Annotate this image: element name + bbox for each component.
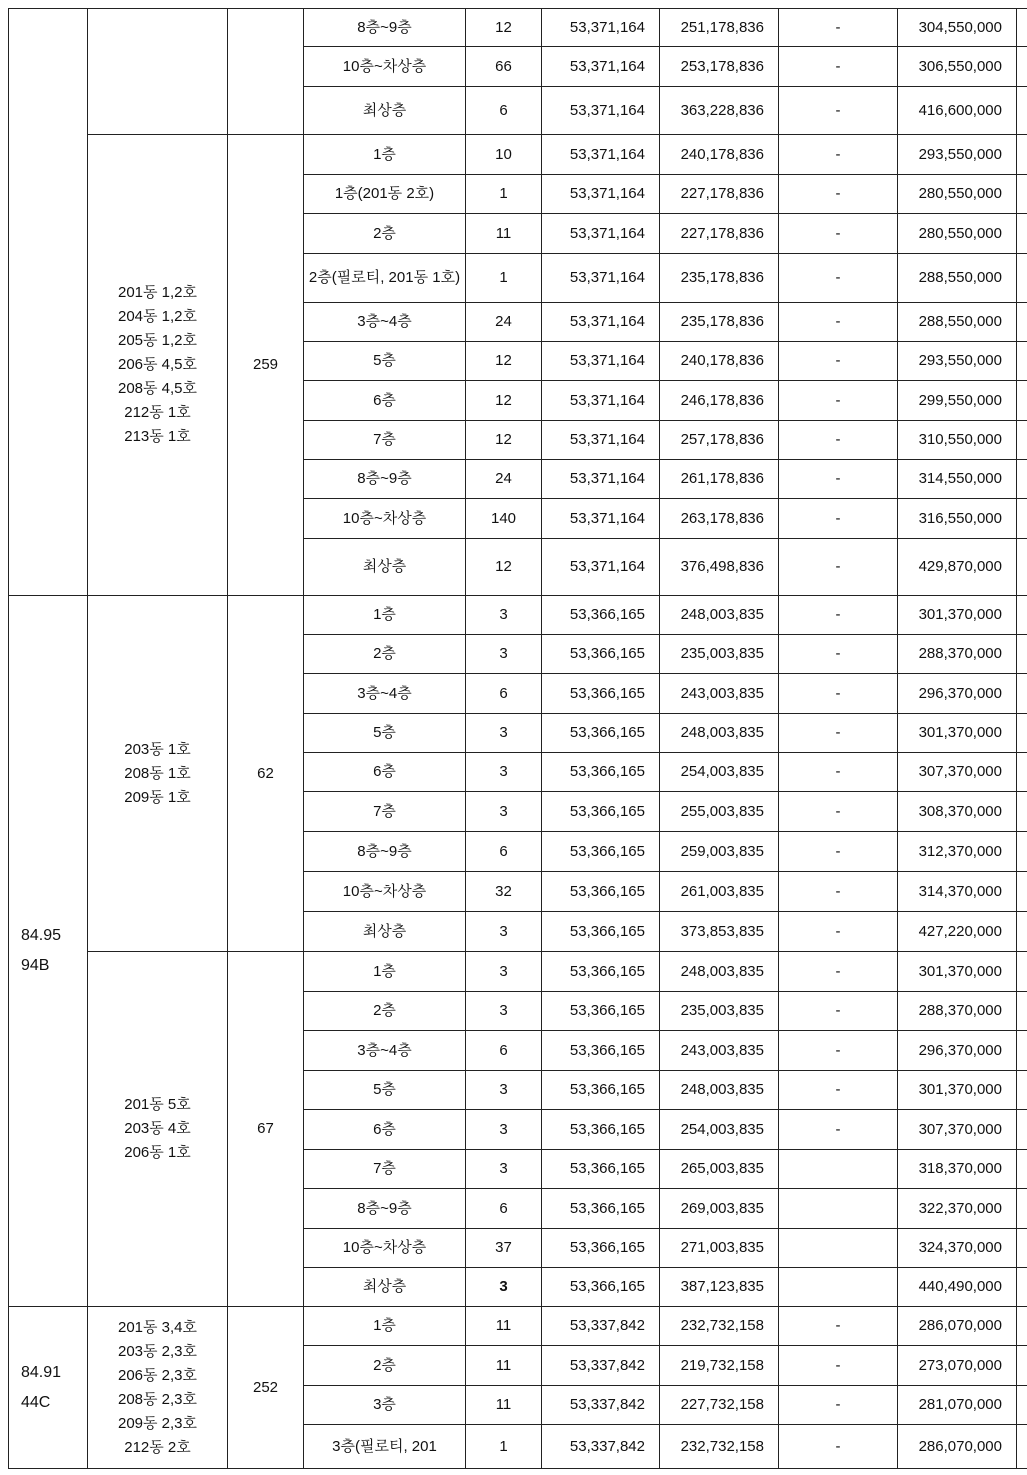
table-row: [9, 9, 1027, 47]
dong-cell-line: 208동 1호: [124, 764, 191, 782]
vat-cell: -: [779, 596, 898, 635]
total-price-cell: 429,870,000: [898, 539, 1017, 596]
vat-cell: -: [779, 87, 898, 135]
building-price-cell: 243,003,835: [660, 1031, 779, 1071]
units-cell: 3: [466, 1110, 542, 1150]
building-price-cell: 253,178,836: [660, 47, 779, 87]
dong-cell-line: 209동 2,3호: [117, 1414, 198, 1432]
vat-cell: -: [779, 1425, 898, 1469]
dong-cell-line: 203동 2,3호: [117, 1342, 198, 1360]
edge-cell: [1017, 992, 1027, 1031]
dong-cell-line: 206동 4,5호: [117, 356, 198, 373]
dong-cell-line: 212동 2호: [124, 1438, 191, 1456]
dong-cell-line: 201동 3,4호: [117, 1318, 198, 1336]
dong-cell-line: 212동 1호: [124, 404, 191, 421]
land-price-cell: 53,371,164: [542, 539, 660, 596]
vat-cell: -: [779, 9, 898, 47]
floor-cell: 3층(필로티, 201: [304, 1425, 466, 1469]
units-cell: 12: [466, 381, 542, 421]
land-price-cell: 53,371,164: [542, 175, 660, 214]
edge-cell: [1017, 596, 1027, 635]
building-price-cell: 240,178,836: [660, 135, 779, 175]
units-cell: 11: [466, 1346, 542, 1386]
edge-cell: [1017, 1386, 1027, 1425]
land-price-cell: 53,366,165: [542, 792, 660, 832]
units-cell: 140: [466, 499, 542, 539]
land-price-cell: 53,337,842: [542, 1386, 660, 1425]
floor-cell: 10층~차상층: [304, 47, 466, 87]
land-price-cell: 53,366,165: [542, 635, 660, 674]
building-price-cell: 232,732,158: [660, 1307, 779, 1346]
building-price-cell: 261,003,835: [660, 872, 779, 912]
floor-cell: 5층: [304, 342, 466, 381]
floor-cell: 3층: [304, 1386, 466, 1425]
vat-cell: -: [779, 303, 898, 342]
dong-cell-line: 208동 2,3호: [117, 1390, 198, 1408]
floor-cell: 8층~9층: [304, 1189, 466, 1229]
building-price-cell: 373,853,835: [660, 912, 779, 952]
units-cell: 12: [466, 539, 542, 596]
land-price-cell: 53,371,164: [542, 214, 660, 254]
total-price-cell: 301,370,000: [898, 714, 1017, 753]
building-price-cell: 227,178,836: [660, 214, 779, 254]
vat-cell: -: [779, 792, 898, 832]
floor-cell: 1층: [304, 596, 466, 635]
building-price-cell: 269,003,835: [660, 1189, 779, 1229]
edge-cell: [1017, 460, 1027, 499]
edge-cell: [1017, 832, 1027, 872]
edge-cell: [1017, 792, 1027, 832]
total-price-cell: 304,550,000: [898, 9, 1017, 47]
edge-cell: [1017, 135, 1027, 175]
land-price-cell: 53,366,165: [542, 952, 660, 992]
building-price-cell: 257,178,836: [660, 421, 779, 460]
total-price-cell: 308,370,000: [898, 792, 1017, 832]
units-cell: 3: [466, 596, 542, 635]
units-cell: 24: [466, 460, 542, 499]
edge-cell: [1017, 254, 1027, 303]
total-price-cell: 310,550,000: [898, 421, 1017, 460]
land-price-cell: 53,371,164: [542, 342, 660, 381]
vat-cell: -: [779, 992, 898, 1031]
total-price-cell: 286,070,000: [898, 1307, 1017, 1346]
units-cell: 3: [466, 792, 542, 832]
dong-cell: [88, 596, 228, 952]
vat-cell: -: [779, 1307, 898, 1346]
land-price-cell: 53,371,164: [542, 499, 660, 539]
vat-cell: -: [779, 342, 898, 381]
units-cell: 11: [466, 1307, 542, 1346]
floor-cell: 1층: [304, 952, 466, 992]
vat-cell: [779, 1229, 898, 1268]
total-price-cell: 427,220,000: [898, 912, 1017, 952]
total-price-cell: 280,550,000: [898, 214, 1017, 254]
floor-cell: 6층: [304, 1110, 466, 1150]
total-price-cell: 301,370,000: [898, 596, 1017, 635]
vat-cell: -: [779, 47, 898, 87]
count-cell: 67: [228, 952, 304, 1307]
dong-cell-line: 206동 2,3호: [117, 1366, 198, 1384]
edge-cell: [1017, 1268, 1027, 1307]
building-price-cell: 232,732,158: [660, 1425, 779, 1469]
floor-cell: 10층~차상층: [304, 499, 466, 539]
land-price-cell: 53,366,165: [542, 1268, 660, 1307]
floor-cell: 3층~4층: [304, 674, 466, 714]
floor-cell: 7층: [304, 421, 466, 460]
dong-cell-line: 203동 4호: [124, 1120, 191, 1137]
units-cell: 3: [466, 952, 542, 992]
edge-cell: [1017, 674, 1027, 714]
edge-cell: [1017, 635, 1027, 674]
table-row: [9, 135, 1027, 175]
dong-cell-line: 201동 5호: [124, 1096, 191, 1113]
total-price-cell: 318,370,000: [898, 1150, 1017, 1189]
total-price-cell: 293,550,000: [898, 342, 1017, 381]
land-price-cell: 53,366,165: [542, 1110, 660, 1150]
price-table: [8, 8, 1027, 1469]
units-cell: 11: [466, 214, 542, 254]
building-price-cell: 248,003,835: [660, 952, 779, 992]
vat-cell: -: [779, 539, 898, 596]
units-cell: 12: [466, 9, 542, 47]
building-price-cell: 271,003,835: [660, 1229, 779, 1268]
units-cell: 66: [466, 47, 542, 87]
land-price-cell: 53,337,842: [542, 1307, 660, 1346]
edge-cell: [1017, 1346, 1027, 1386]
units-cell: 3: [466, 1268, 542, 1307]
land-price-cell: 53,366,165: [542, 872, 660, 912]
units-cell: 12: [466, 342, 542, 381]
floor-cell: 3층~4층: [304, 1031, 466, 1071]
building-price-cell: 254,003,835: [660, 1110, 779, 1150]
land-price-cell: 53,366,165: [542, 714, 660, 753]
area-type-line: 94B: [21, 957, 50, 974]
dong-cell: [88, 1307, 228, 1469]
building-price-cell: 255,003,835: [660, 792, 779, 832]
floor-cell: 8층~9층: [304, 460, 466, 499]
units-cell: 32: [466, 872, 542, 912]
building-price-cell: 363,228,836: [660, 87, 779, 135]
floor-cell: 최상층: [304, 912, 466, 952]
floor-cell: 최상층: [304, 539, 466, 596]
floor-cell: 8층~9층: [304, 832, 466, 872]
land-price-cell: 53,371,164: [542, 254, 660, 303]
total-price-cell: 307,370,000: [898, 1110, 1017, 1150]
vat-cell: -: [779, 1386, 898, 1425]
building-price-cell: 261,178,836: [660, 460, 779, 499]
total-price-cell: 286,070,000: [898, 1425, 1017, 1469]
floor-cell: 6층: [304, 381, 466, 421]
edge-cell: [1017, 1307, 1027, 1346]
count-cell: [228, 9, 304, 135]
building-price-cell: 219,732,158: [660, 1346, 779, 1386]
dong-cell: [88, 9, 228, 135]
land-price-cell: 53,371,164: [542, 303, 660, 342]
building-price-cell: 248,003,835: [660, 714, 779, 753]
building-price-cell: 227,178,836: [660, 175, 779, 214]
total-price-cell: 316,550,000: [898, 499, 1017, 539]
vat-cell: -: [779, 872, 898, 912]
edge-cell: [1017, 342, 1027, 381]
vat-cell: -: [779, 1346, 898, 1386]
building-price-cell: 265,003,835: [660, 1150, 779, 1189]
edge-cell: [1017, 47, 1027, 87]
vat-cell: -: [779, 674, 898, 714]
floor-cell: 최상층: [304, 87, 466, 135]
area-type-line: 84.95: [21, 927, 62, 944]
units-cell: 37: [466, 1229, 542, 1268]
vat-cell: -: [779, 753, 898, 792]
vat-cell: [779, 1150, 898, 1189]
vat-cell: -: [779, 460, 898, 499]
land-price-cell: 53,371,164: [542, 87, 660, 135]
vat-cell: -: [779, 254, 898, 303]
units-cell: 1: [466, 254, 542, 303]
dong-cell-line: 206동 1호: [124, 1144, 191, 1161]
floor-cell: 7층: [304, 792, 466, 832]
total-price-cell: 440,490,000: [898, 1268, 1017, 1307]
edge-cell: [1017, 9, 1027, 47]
floor-cell: 7층: [304, 1150, 466, 1189]
area-type-cell: [9, 596, 88, 1307]
edge-cell: [1017, 175, 1027, 214]
edge-cell: [1017, 381, 1027, 421]
edge-cell: [1017, 1110, 1027, 1150]
floor-cell: 3층~4층: [304, 303, 466, 342]
vat-cell: -: [779, 135, 898, 175]
total-price-cell: 301,370,000: [898, 1071, 1017, 1110]
vat-cell: -: [779, 1031, 898, 1071]
floor-cell: 1층: [304, 1307, 466, 1346]
units-cell: 6: [466, 1189, 542, 1229]
building-price-cell: 235,003,835: [660, 635, 779, 674]
dong-cell-line: 203동 1호: [124, 740, 191, 758]
floor-cell: 10층~차상층: [304, 872, 466, 912]
total-price-cell: 288,550,000: [898, 303, 1017, 342]
table-row: [9, 596, 1027, 635]
count-cell: 259: [228, 135, 304, 596]
total-price-cell: 293,550,000: [898, 135, 1017, 175]
floor-cell: 2층: [304, 635, 466, 674]
dong-cell-line: 204동 1,2호: [117, 308, 198, 325]
total-price-cell: 288,550,000: [898, 254, 1017, 303]
floor-cell: 6층: [304, 753, 466, 792]
units-cell: 3: [466, 714, 542, 753]
edge-cell: [1017, 753, 1027, 792]
building-price-cell: 235,003,835: [660, 992, 779, 1031]
land-price-cell: 53,366,165: [542, 1229, 660, 1268]
land-price-cell: 53,371,164: [542, 9, 660, 47]
floor-cell: 2층: [304, 1346, 466, 1386]
total-price-cell: 312,370,000: [898, 832, 1017, 872]
total-price-cell: 281,070,000: [898, 1386, 1017, 1425]
area-type-cell: [9, 1307, 88, 1469]
total-price-cell: 288,370,000: [898, 992, 1017, 1031]
vat-cell: -: [779, 1110, 898, 1150]
vat-cell: -: [779, 381, 898, 421]
total-price-cell: 296,370,000: [898, 674, 1017, 714]
table-row: [9, 952, 1027, 992]
building-price-cell: 248,003,835: [660, 1071, 779, 1110]
total-price-cell: 280,550,000: [898, 175, 1017, 214]
vat-cell: [779, 1268, 898, 1307]
total-price-cell: 273,070,000: [898, 1346, 1017, 1386]
price-table-body: [9, 9, 1027, 1469]
land-price-cell: 53,371,164: [542, 460, 660, 499]
units-cell: 6: [466, 674, 542, 714]
building-price-cell: 243,003,835: [660, 674, 779, 714]
area-cell-top: [9, 9, 88, 596]
units-cell: 6: [466, 1031, 542, 1071]
total-price-cell: 288,370,000: [898, 635, 1017, 674]
building-price-cell: 246,178,836: [660, 381, 779, 421]
edge-cell: [1017, 1031, 1027, 1071]
vat-cell: -: [779, 952, 898, 992]
count-cell: 62: [228, 596, 304, 952]
floor-cell: 5층: [304, 1071, 466, 1110]
building-price-cell: 235,178,836: [660, 303, 779, 342]
total-price-cell: 416,600,000: [898, 87, 1017, 135]
land-price-cell: 53,371,164: [542, 135, 660, 175]
building-price-cell: 240,178,836: [660, 342, 779, 381]
building-price-cell: 376,498,836: [660, 539, 779, 596]
land-price-cell: 53,366,165: [542, 1150, 660, 1189]
area-type-line: 84.91: [21, 1363, 62, 1381]
edge-cell: [1017, 1150, 1027, 1189]
units-cell: 3: [466, 635, 542, 674]
total-price-cell: 306,550,000: [898, 47, 1017, 87]
total-price-cell: 314,370,000: [898, 872, 1017, 912]
vat-cell: -: [779, 214, 898, 254]
land-price-cell: 53,366,165: [542, 832, 660, 872]
dong-cell-line: 213동 1호: [124, 428, 191, 445]
total-price-cell: 299,550,000: [898, 381, 1017, 421]
land-price-cell: 53,366,165: [542, 992, 660, 1031]
units-cell: 1: [466, 1425, 542, 1469]
building-price-cell: 235,178,836: [660, 254, 779, 303]
land-price-cell: 53,337,842: [542, 1425, 660, 1469]
land-price-cell: 53,371,164: [542, 47, 660, 87]
units-cell: 3: [466, 753, 542, 792]
land-price-cell: 53,371,164: [542, 421, 660, 460]
land-price-cell: 53,366,165: [542, 912, 660, 952]
units-cell: 6: [466, 87, 542, 135]
land-price-cell: 53,337,842: [542, 1346, 660, 1386]
dong-cell: [88, 952, 228, 1307]
vat-cell: -: [779, 635, 898, 674]
floor-cell: 1층(201동 2호): [304, 175, 466, 214]
table-row: [9, 1307, 1027, 1346]
edge-cell: [1017, 714, 1027, 753]
total-price-cell: 324,370,000: [898, 1229, 1017, 1268]
building-price-cell: 227,732,158: [660, 1386, 779, 1425]
land-price-cell: 53,366,165: [542, 1071, 660, 1110]
area-type-line: 44C: [21, 1393, 51, 1411]
edge-cell: [1017, 87, 1027, 135]
building-price-cell: 387,123,835: [660, 1268, 779, 1307]
units-cell: 3: [466, 992, 542, 1031]
land-price-cell: 53,366,165: [542, 1189, 660, 1229]
dong-cell-line: 209동 1호: [124, 788, 191, 806]
units-cell: 10: [466, 135, 542, 175]
total-price-cell: 314,550,000: [898, 460, 1017, 499]
total-price-cell: 322,370,000: [898, 1189, 1017, 1229]
vat-cell: [779, 1189, 898, 1229]
edge-cell: [1017, 1071, 1027, 1110]
floor-cell: 8층~9층: [304, 9, 466, 47]
vat-cell: -: [779, 421, 898, 460]
total-price-cell: 307,370,000: [898, 753, 1017, 792]
vat-cell: -: [779, 1071, 898, 1110]
building-price-cell: 251,178,836: [660, 9, 779, 47]
vat-cell: -: [779, 175, 898, 214]
edge-cell: [1017, 1229, 1027, 1268]
units-cell: 6: [466, 832, 542, 872]
land-price-cell: 53,366,165: [542, 753, 660, 792]
floor-cell: 2층(필로티, 201동 1호): [304, 254, 466, 303]
edge-cell: [1017, 952, 1027, 992]
edge-cell: [1017, 303, 1027, 342]
floor-cell: 2층: [304, 992, 466, 1031]
units-cell: 12: [466, 421, 542, 460]
units-cell: 24: [466, 303, 542, 342]
edge-cell: [1017, 872, 1027, 912]
floor-cell: 10층~차상층: [304, 1229, 466, 1268]
units-cell: 3: [466, 1071, 542, 1110]
building-price-cell: 248,003,835: [660, 596, 779, 635]
edge-cell: [1017, 1425, 1027, 1469]
building-price-cell: 263,178,836: [660, 499, 779, 539]
count-cell: 252: [228, 1307, 304, 1469]
floor-cell: 최상층: [304, 1268, 466, 1307]
vat-cell: -: [779, 832, 898, 872]
edge-cell: [1017, 539, 1027, 596]
building-price-cell: 259,003,835: [660, 832, 779, 872]
land-price-cell: 53,366,165: [542, 674, 660, 714]
vat-cell: -: [779, 912, 898, 952]
edge-cell: [1017, 214, 1027, 254]
edge-cell: [1017, 499, 1027, 539]
total-price-cell: 301,370,000: [898, 952, 1017, 992]
dong-cell-line: 208동 4,5호: [117, 380, 198, 397]
land-price-cell: 53,366,165: [542, 596, 660, 635]
edge-cell: [1017, 1189, 1027, 1229]
vat-cell: -: [779, 714, 898, 753]
dong-cell-line: 201동 1,2호: [117, 284, 198, 301]
floor-cell: 1층: [304, 135, 466, 175]
building-price-cell: 254,003,835: [660, 753, 779, 792]
area-type-label: [21, 921, 83, 981]
total-price-cell: 296,370,000: [898, 1031, 1017, 1071]
units-cell: 1: [466, 175, 542, 214]
land-price-cell: 53,366,165: [542, 1031, 660, 1071]
floor-cell: 5층: [304, 714, 466, 753]
edge-cell: [1017, 912, 1027, 952]
dong-cell: [88, 135, 228, 596]
floor-cell: 2층: [304, 214, 466, 254]
edge-cell: [1017, 421, 1027, 460]
dong-cell-line: 205동 1,2호: [117, 332, 198, 349]
units-cell: 11: [466, 1386, 542, 1425]
units-cell: 3: [466, 1150, 542, 1189]
land-price-cell: 53,371,164: [542, 381, 660, 421]
units-cell: 3: [466, 912, 542, 952]
vat-cell: -: [779, 499, 898, 539]
